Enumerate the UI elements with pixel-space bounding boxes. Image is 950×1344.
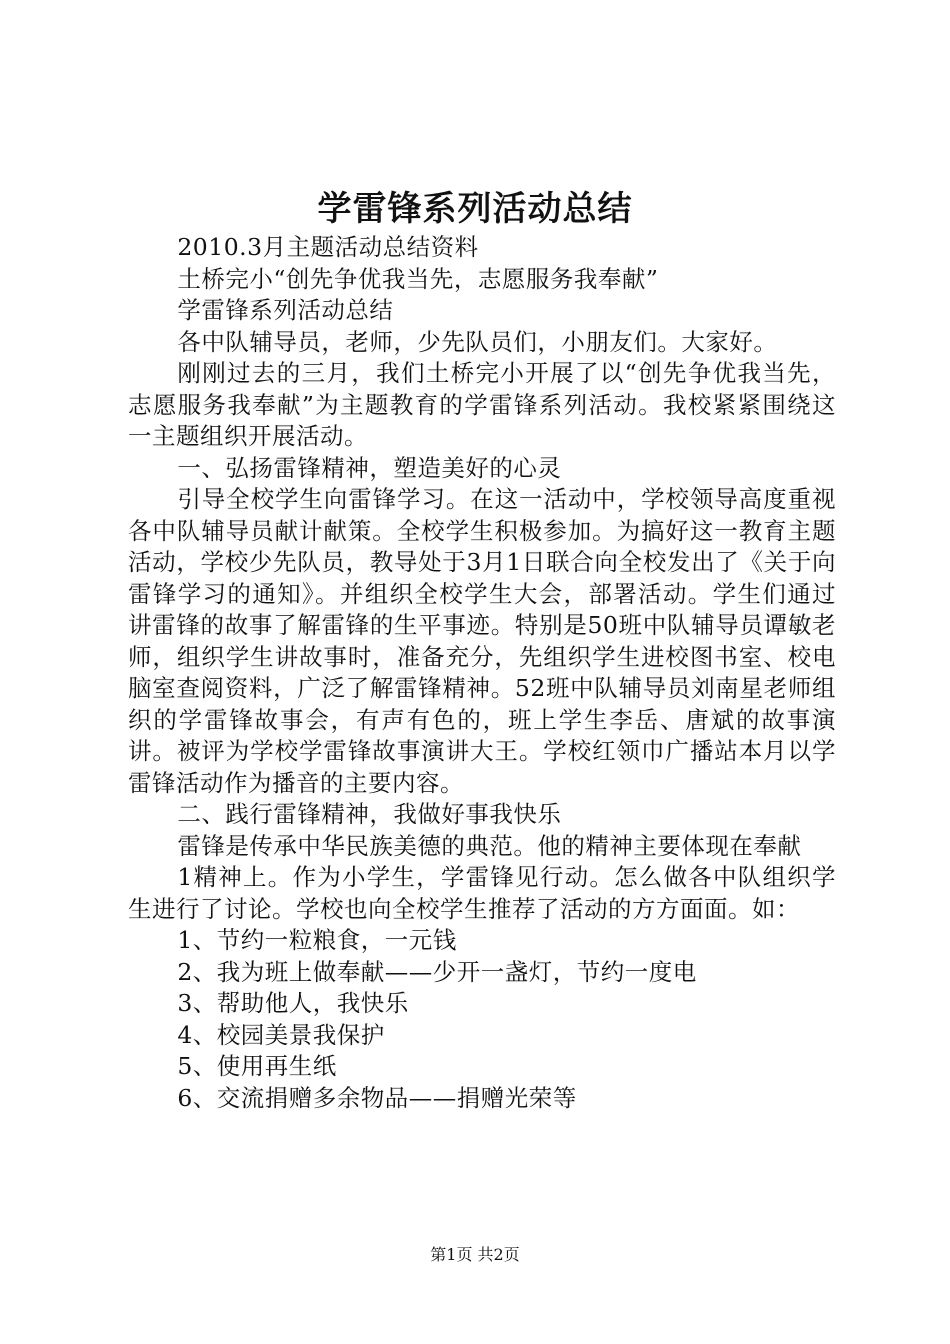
paragraph-section-2-continued: 1精神上。作为小学生，学雷锋见行动。怎么做各中队组织学生进行了讨论。学校也向全校学生推荐了活动的方方面面。如： <box>128 863 836 923</box>
list-item: 6、交流捐赠多余物品——捐赠光荣等 <box>177 1083 577 1112</box>
paragraph-school-slogan: 土桥完小“创先争优我当先，志愿服务我奉献” <box>177 264 659 293</box>
paragraph-intro: 刚刚过去的三月，我们土桥完小开展了以“创先争优我当先，志愿服务我奉献”为主题教育的学雷锋系列活动。我校紧紧围绕这一主题组织开展活动。 <box>128 359 836 450</box>
list-item: 1、节约一粒粮食，一元钱 <box>177 926 457 954</box>
list-item: 5、使用再生纸 <box>177 1052 337 1080</box>
paragraph-date-title: 2010.3月主题活动总结资料 <box>177 233 479 261</box>
list-item: 4、校园美景我保护 <box>177 1020 385 1049</box>
list-item: 3、帮助他人，我快乐 <box>177 989 409 1017</box>
page-footer: 第1页 共2页 <box>430 1245 520 1264</box>
page-title: 学雷锋系列活动总结 <box>317 189 633 229</box>
section-heading-2: 二、践行雷锋精神，我做好事我快乐 <box>177 800 562 828</box>
section-heading-1: 一、弘扬雷锋精神，塑造美好的心灵 <box>177 453 562 482</box>
paragraph-section-2-body: 雷锋是传承中华民族美德的典范。他的精神主要体现在奉献 <box>177 831 802 860</box>
document-body <box>128 232 836 1114</box>
paragraph-greeting: 各中队辅导员，老师，少先队员们，小朋友们。大家好。 <box>177 327 778 356</box>
paragraph-subtitle: 学雷锋系列活动总结 <box>177 296 394 324</box>
list-item: 2、我为班上做奉献——少开一盏灯，节约一度电 <box>177 957 697 986</box>
paragraph-section-1-body: 引导全校学生向雷锋学习。在这一活动中，学校领导高度重视各中队辅导员献计献策。全校学生积极参加。为搞好这一教育主题活动，学校少先队员，教导处于3月1日联合向全校发出了《关于向雷锋学习的通知》。并组织全校学生大会，部署活动。学生们通过讲雷锋的故事了解雷锋的生平事迹。特别是50班中队辅导员谭敏老师，组织学生讲故事时，准备充分，先组织学生进校图书室、校电脑室查阅资料，广泛了解雷锋精神。52班中队辅导员刘南星老师组织的学雷锋故事会，有声有色的，班上学生李岳、唐斌的故事演讲。被评为学校学雷锋故事演讲大王。学校红领巾广播站本月以学雷锋活动作为播音的主要内容。 <box>128 485 836 797</box>
